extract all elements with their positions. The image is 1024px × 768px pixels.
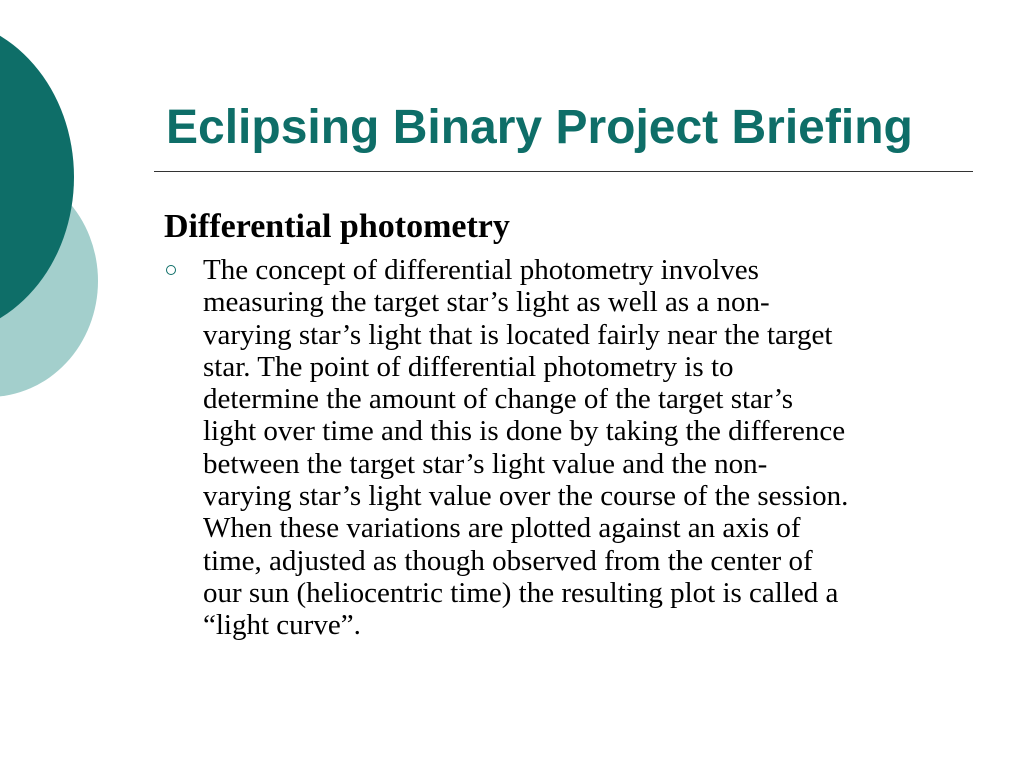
bullet-line: The concept of differential photometry involves: [203, 254, 759, 286]
bullet-line: measuring the target star’s light as well as a non-: [203, 286, 770, 319]
bullet-line: time, adjusted as though observed from the center of: [203, 544, 813, 577]
section-heading: Differential photometry: [164, 208, 510, 245]
bullet-paragraph: [203, 254, 969, 642]
bullet-line: star. The point of differential photometry is to: [203, 350, 734, 383]
hollow-circle-bullet-icon: [166, 265, 176, 275]
bullet-line: varying star’s light that is located fairly near the target: [203, 318, 833, 351]
bullet-line: light over time and this is done by taking the difference: [203, 415, 846, 448]
bullet-line: our sun (heliocentric time) the resulting plot is called a: [203, 576, 839, 609]
slide-title: Eclipsing Binary Project Briefing: [166, 101, 913, 154]
title-divider: [154, 171, 973, 172]
bullet-line: When these variations are plotted against an axis of: [203, 512, 801, 545]
bullet-line: “light curve”.: [203, 609, 361, 642]
bullet-line: varying star’s light value over the course of the session.: [203, 480, 849, 513]
bullet-line: between the target star’s light value and the non-: [203, 447, 768, 480]
bullet-line: determine the amount of change of the target star’s: [203, 383, 793, 416]
